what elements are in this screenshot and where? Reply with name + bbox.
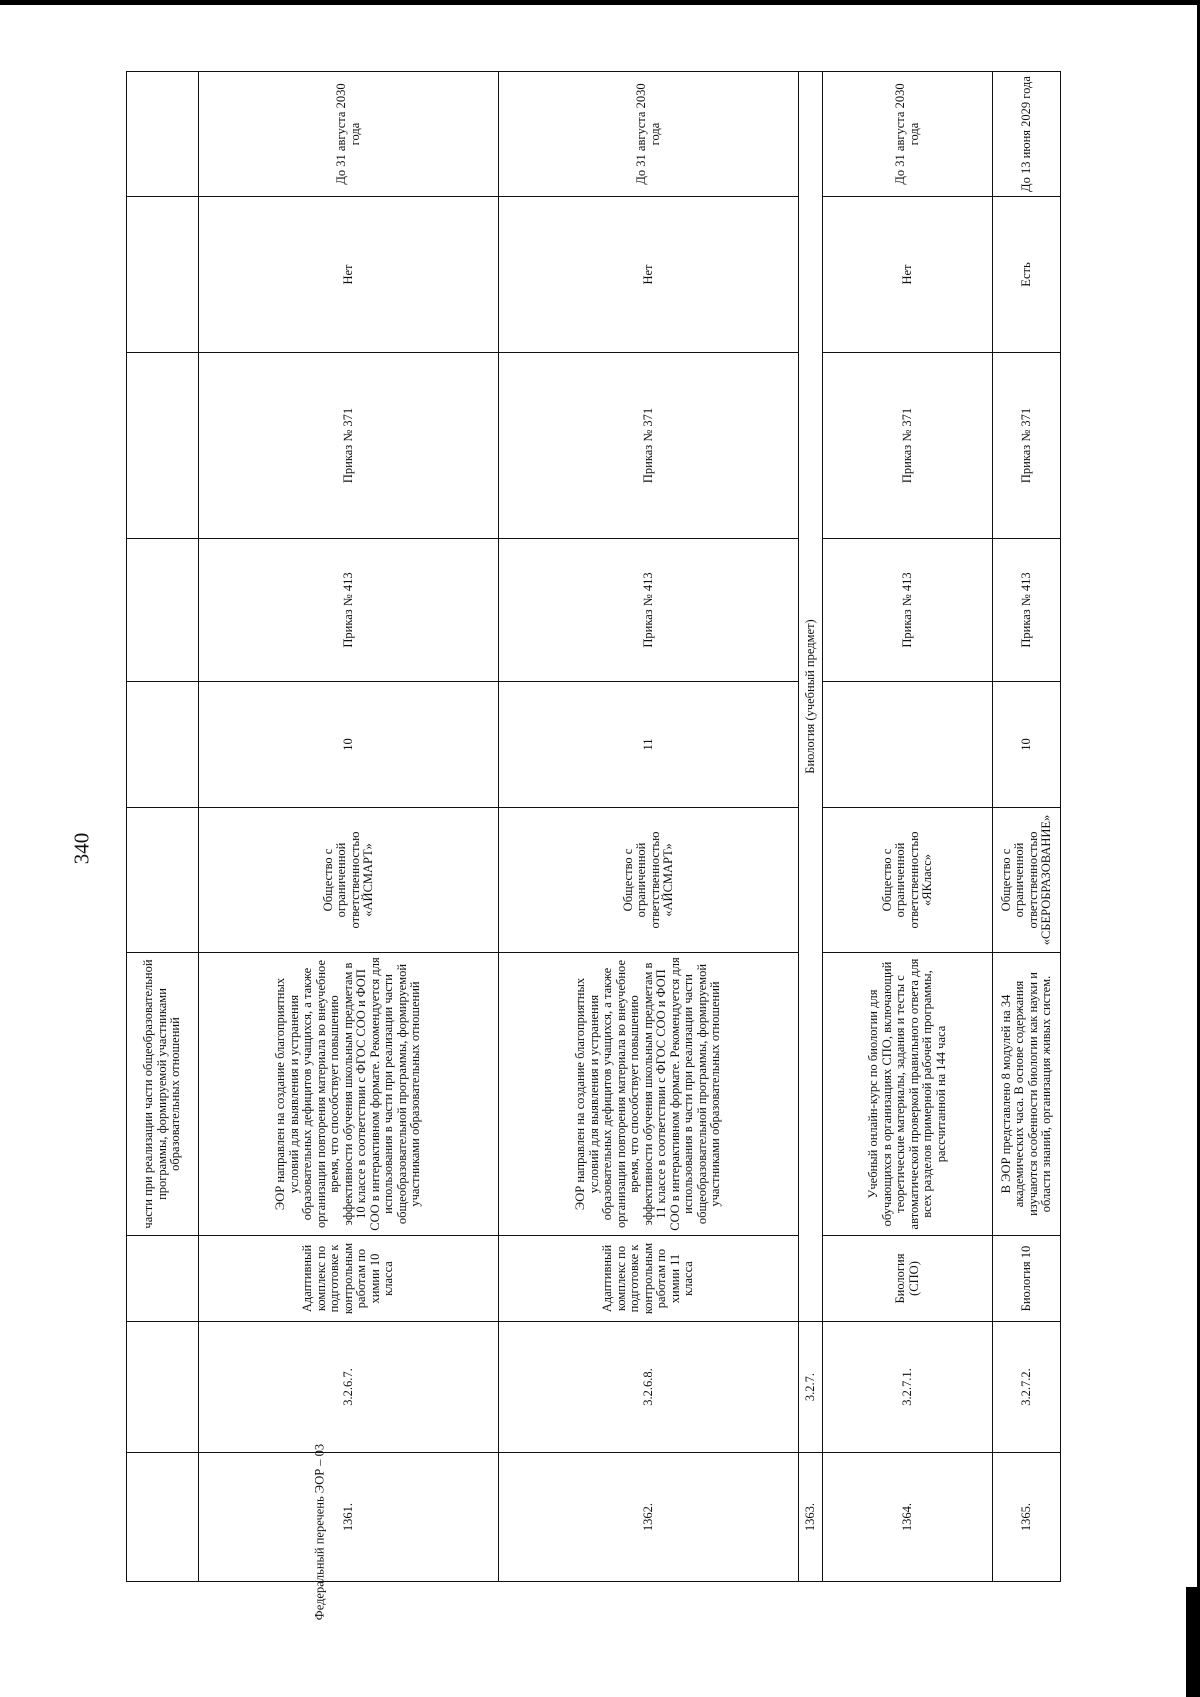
row-name	[127, 1236, 199, 1322]
row-order2: Приказ № 371	[499, 353, 799, 539]
page-number: 340	[69, 832, 94, 865]
footer-text: Федеральный перечень ЭОР – 03	[312, 1443, 327, 1621]
row-flag	[127, 197, 199, 353]
row-description: части при реализации части общеобразовательной программы, формируемой участниками образовательных отношений	[127, 953, 199, 1236]
row-code: 3.2.7.	[799, 1322, 823, 1453]
row-num: 1365.	[993, 1453, 1061, 1582]
table-row	[823, 72, 993, 1582]
row-num: 1362.	[499, 1453, 799, 1582]
row-description: ЭОР направлен на создание благоприятных условий для выявления и устранения образовательных дефицитов учащихся, а также организации повторения материала во внеучебное время, что способствует повышению эффективности обучения школьным предметам в 10 классе в соответствии с ФГОС СОО и ФОП СОО в интерактивном формате. Рекомендуется для использования в части при реализации части общеобразовательной программы, формируемой участниками образовательных отношений	[199, 953, 499, 1236]
row-order1: Приказ № 413	[499, 539, 799, 682]
row-description: В ЭОР представлено 8 модулей на 34 академических часа. В основе содержания изучаются особенности биологии как науки и области знаний, организация живых систем.	[993, 953, 1061, 1236]
row-code	[127, 1322, 199, 1453]
row-description: Учебный онлайн-курс по биологии для обучающихся в организациях СПО, включающий теоретические материалы, задания и тесты с автоматической проверкой правильного ответа для всех разделов примерной рабочей программы, рассчитанной на 144 часа	[823, 953, 993, 1236]
scan-border-top	[0, 0, 1200, 5]
row-order2	[127, 353, 199, 539]
row-code: 3.2.7.2.	[993, 1322, 1061, 1453]
table-row	[499, 72, 799, 1582]
document-table	[126, 71, 1061, 1582]
table-row	[127, 72, 199, 1582]
row-term	[127, 72, 199, 197]
row-code: 3.2.6.7.	[199, 1322, 499, 1453]
row-term: До 31 августа 2030 года	[499, 72, 799, 197]
row-code: 3.2.7.1.	[823, 1322, 993, 1453]
row-org: Общество с ограниченной ответственностью «АЙСМАРТ»	[199, 808, 499, 953]
row-order1	[127, 539, 199, 682]
row-num	[127, 1453, 199, 1582]
row-term: До 31 августа 2030 года	[199, 72, 499, 197]
document-table-container	[126, 76, 1060, 1582]
table-row	[993, 72, 1061, 1582]
row-flag: Нет	[499, 197, 799, 353]
row-grade: 10	[199, 682, 499, 808]
row-order2: Приказ № 371	[199, 353, 499, 539]
row-order2: Приказ № 371	[823, 353, 993, 539]
row-name: Биология 10	[993, 1236, 1061, 1322]
row-org: Общество с ограниченной ответственностью «АЙСМАРТ»	[499, 808, 799, 953]
row-name: Адаптивный комплекс по подготовке к контрольным работам по химии 11 класса	[499, 1236, 799, 1322]
row-order2: Приказ № 371	[993, 353, 1061, 539]
row-org: Общество с ограниченной ответственностью «СБЕРОБРАЗОВАНИЕ»	[993, 808, 1061, 953]
row-description: ЭОР направлен на создание благоприятных условий для выявления и устранения образовательных дефицитов учащихся, а также организации повторения материала во внеучебное время, что способствует повышению эффективности обучения школьным предметам в 11 классе в соответствии с ФГОС СОО и ФОП СОО в интерактивном формате. Рекомендуется для использования в части при реализации части общеобразовательной программы, формируемой участниками образовательных отношений	[499, 953, 799, 1236]
row-grade	[127, 682, 199, 808]
table-row	[199, 72, 499, 1582]
row-num: 1363.	[799, 1453, 823, 1582]
row-flag: Нет	[199, 197, 499, 353]
row-num: 1364.	[823, 1453, 993, 1582]
row-name: Адаптивный комплекс по подготовке к контрольным работам по химии 10 класса	[199, 1236, 499, 1322]
row-grade: 11	[499, 682, 799, 808]
row-name: Биология (СПО)	[823, 1236, 993, 1322]
row-org	[127, 808, 199, 953]
row-grade: 10	[993, 682, 1061, 808]
row-flag: Есть	[993, 197, 1061, 353]
row-grade	[823, 682, 993, 808]
section-row	[799, 72, 823, 1582]
row-org: Общество с ограниченной ответственностью «ЯКласс»	[823, 808, 993, 953]
section-title: Биология (учебный предмет)	[799, 72, 823, 1322]
row-code: 3.2.6.8.	[499, 1322, 799, 1453]
row-term: До 13 июня 2029 года	[993, 72, 1061, 197]
row-order1: Приказ № 413	[823, 539, 993, 682]
row-order1: Приказ № 413	[199, 539, 499, 682]
scan-corner-mark	[1186, 1587, 1200, 1697]
row-term: До 31 августа 2030 года	[823, 72, 993, 197]
row-num: 1361.	[199, 1453, 499, 1582]
row-order1: Приказ № 413	[993, 539, 1061, 682]
row-flag: Нет	[823, 197, 993, 353]
